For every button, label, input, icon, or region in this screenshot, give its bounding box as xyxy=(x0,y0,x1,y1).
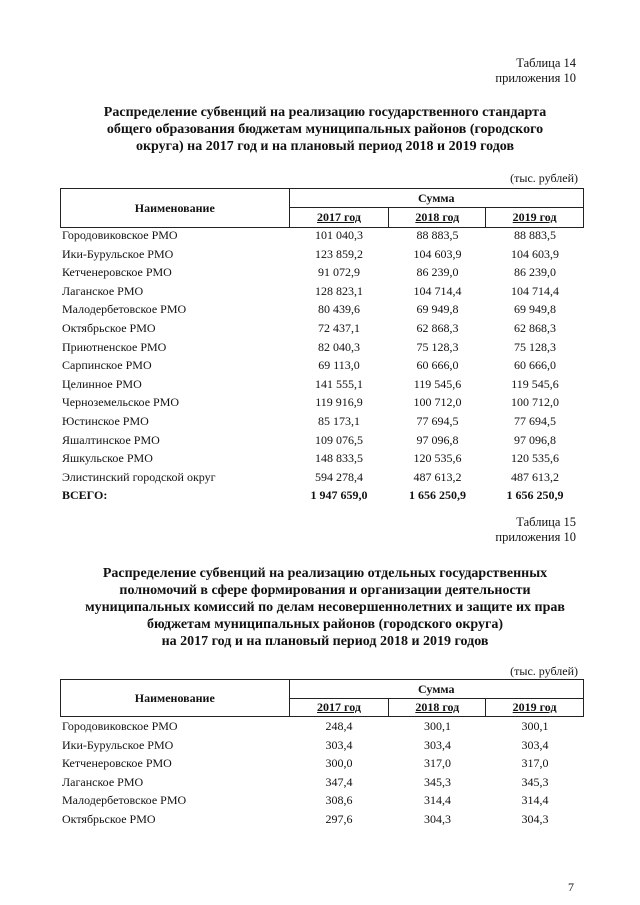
table14-row xyxy=(60,412,584,431)
table14-cell-value-2017: 119 916,9 xyxy=(315,395,363,410)
table15-cell-value-2017: 248,4 xyxy=(325,719,353,733)
table15-cell-value-2019: 300,1 xyxy=(521,719,549,733)
table14-cell-name: Элистинский городской округ xyxy=(62,469,216,484)
table14-cell-value-2019: 119 545,6 xyxy=(511,376,559,391)
table15-reference xyxy=(495,515,576,545)
table15-row xyxy=(60,791,584,810)
table14-cell-value-2019: 60 666,0 xyxy=(514,358,556,373)
table15-row xyxy=(60,810,584,829)
table14-ref-line2: приложения 10 xyxy=(495,71,576,85)
table14-cell-value-2019: 75 128,3 xyxy=(514,339,556,354)
table14-cell-value-2017: 91 072,9 xyxy=(318,265,360,280)
table14-cell-value-2019: 69 949,8 xyxy=(514,302,556,317)
table15-ref-line1: Таблица 15 xyxy=(516,515,576,529)
table14-row xyxy=(60,338,584,357)
table15-cell-value-2018: 303,4 xyxy=(424,737,451,752)
table15-header-name: Наименование xyxy=(61,680,290,717)
table14-cell-name: Яшкульское РМО xyxy=(62,451,153,466)
table14-total-row xyxy=(60,486,584,505)
table14-cell-value-2019: 86 239,0 xyxy=(514,265,556,280)
table15-title-line3: муниципальных комиссий по делам несовершеннолетних и защите их прав xyxy=(85,600,565,615)
table15-header-sum: Сумма xyxy=(289,680,583,699)
table14-total-2019: 1 656 250,9 xyxy=(506,488,564,503)
table14-cell-name: Ики-Бурульское РМО xyxy=(62,246,174,261)
table14-header-2018: 2018 год xyxy=(389,208,486,228)
table15-cell-value-2018: 304,3 xyxy=(424,811,451,826)
table15-cell-value-2019: 345,3 xyxy=(521,774,549,789)
table15-cell-value-2019: 303,4 xyxy=(521,737,549,752)
table15-cell-name: Кетченеровское РМО xyxy=(62,756,172,771)
table14-cell-value-2017: 109 076,5 xyxy=(315,432,363,447)
table14-title xyxy=(40,104,610,155)
table14-cell-name: Городовиковское РМО xyxy=(62,228,178,242)
table14-row xyxy=(60,431,584,450)
table15-cell-name: Лаганское РМО xyxy=(62,774,144,789)
table14-cell-value-2019: 100 712,0 xyxy=(511,395,559,410)
table14-header-2019: 2019 год xyxy=(486,208,584,228)
table15-unit: (тыс. рублей) xyxy=(510,664,578,678)
table14-cell-value-2018: 104 603,9 xyxy=(413,246,462,261)
table14-row xyxy=(60,468,584,487)
table15-cell-name: Октябрьское РМО xyxy=(62,811,156,826)
table15-cell-value-2017: 308,6 xyxy=(325,793,353,808)
table14-cell-value-2018: 104 714,4 xyxy=(413,283,462,298)
table14-cell-value-2018: 62 868,3 xyxy=(416,320,459,335)
table15-title-line1: Распределение субвенций на реализацию отдельных государственных xyxy=(102,566,548,581)
table14-cell-value-2017: 72 437,1 xyxy=(318,320,360,335)
table14-cell-name: Приютненское РМО xyxy=(62,339,167,354)
table14-cell-value-2019: 487 613,2 xyxy=(511,469,559,484)
table15-row xyxy=(60,754,584,773)
table15-row xyxy=(60,717,584,736)
table14-cell-name: Малодербетовское РМО xyxy=(62,302,187,317)
table14-total-2018: 1 656 250,9 xyxy=(409,488,466,503)
table14-cell-name: Юстинское РМО xyxy=(62,413,149,428)
table14-unit: (тыс. рублей) xyxy=(510,171,578,185)
table15-cell-value-2019: 304,3 xyxy=(521,811,549,826)
table14-cell-value-2018: 75 128,3 xyxy=(416,339,459,354)
table14-cell-value-2017: 128 823,1 xyxy=(315,283,363,298)
table15-title-line5: на 2017 год и на плановый период 2018 и 2019 годов xyxy=(161,634,489,649)
table14-cell-name: Черноземельское РМО xyxy=(62,395,180,410)
table14-cell-value-2018: 120 535,6 xyxy=(413,451,462,466)
table14-cell-value-2017: 148 833,5 xyxy=(315,451,363,466)
table14-cell-value-2017: 101 040,3 xyxy=(315,228,363,242)
table15-title-line4: бюджетам муниципальных районов (городского округа) xyxy=(146,617,504,632)
table15-cell-value-2018: 314,4 xyxy=(424,793,451,808)
table14-row xyxy=(60,300,584,319)
table14-cell-value-2017: 85 173,1 xyxy=(318,413,360,428)
table14-cell-value-2017: 82 040,3 xyxy=(318,339,360,354)
table14-cell-name: Лаганское РМО xyxy=(62,283,144,298)
table14-cell-value-2018: 100 712,0 xyxy=(413,395,462,410)
table14-cell-value-2018: 119 545,6 xyxy=(413,376,462,391)
table15-cell-value-2019: 317,0 xyxy=(521,756,549,771)
table15-cell-value-2017: 300,0 xyxy=(325,756,353,771)
table15-title xyxy=(40,565,610,650)
table14-cell-value-2018: 77 694,5 xyxy=(416,413,459,428)
table14-cell-name: Целинное РМО xyxy=(62,376,142,391)
table14-cell-value-2017: 123 859,2 xyxy=(315,246,363,261)
table14-total-2017: 1 947 659,0 xyxy=(310,488,368,503)
table15-row xyxy=(60,773,584,792)
table14-ref-line1: Таблица 14 xyxy=(516,56,576,70)
table15-ref-line2: приложения 10 xyxy=(495,530,576,544)
table14-row xyxy=(60,263,584,282)
table14-header-sum: Сумма xyxy=(289,189,583,208)
table15-cell-name: Малодербетовское РМО xyxy=(62,793,187,808)
table14-row xyxy=(60,356,584,375)
table14-title-line3: округа) на 2017 год и на плановый период 2018 и 2019 годов xyxy=(135,139,515,154)
table14-cell-value-2019: 77 694,5 xyxy=(514,413,556,428)
table14-row xyxy=(60,226,584,245)
table15-body xyxy=(60,717,584,829)
table14-cell-value-2019: 62 868,3 xyxy=(514,320,556,335)
table14-cell-value-2018: 60 666,0 xyxy=(416,358,459,373)
table14-cell-value-2019: 104 603,9 xyxy=(511,246,559,261)
table14-cell-name: Октябрьское РМО xyxy=(62,320,156,335)
table15-cell-value-2017: 297,6 xyxy=(325,811,353,826)
table14-cell-name: Сарпинское РМО xyxy=(62,358,152,373)
table15-header-2019: 2019 год xyxy=(486,699,584,717)
table14-cell-value-2017: 594 278,4 xyxy=(315,469,363,484)
table14-row xyxy=(60,319,584,338)
table15-cell-value-2019: 314,4 xyxy=(521,793,549,808)
table15-cell-value-2018: 300,1 xyxy=(424,719,451,733)
table14-cell-value-2018: 97 096,8 xyxy=(416,432,459,447)
table15-header-2018: 2018 год xyxy=(389,699,486,717)
table14-cell-value-2019: 104 714,4 xyxy=(511,283,559,298)
table14-row xyxy=(60,375,584,394)
page-number: 7 xyxy=(568,880,574,894)
table15-header-2017: 2017 год xyxy=(289,699,389,717)
table14-cell-value-2018: 487 613,2 xyxy=(413,469,462,484)
table14-row xyxy=(60,449,584,468)
table14-cell-value-2018: 88 883,5 xyxy=(416,228,459,242)
table14-cell-value-2017: 69 113,0 xyxy=(318,358,360,373)
table14-reference xyxy=(495,56,576,86)
table15-cell-name: Ики-Бурульское РМО xyxy=(62,737,174,752)
table14-cell-value-2017: 141 555,1 xyxy=(315,376,363,391)
table15-header xyxy=(60,679,584,717)
table14-body xyxy=(60,226,584,505)
table14-cell-value-2018: 86 239,0 xyxy=(416,265,459,280)
table15-cell-value-2017: 303,4 xyxy=(325,737,353,752)
table14-row xyxy=(60,393,584,412)
table14-header-2017: 2017 год xyxy=(289,208,389,228)
table14-header xyxy=(60,188,584,228)
table15-cell-value-2018: 317,0 xyxy=(424,756,451,771)
table14-cell-value-2019: 97 096,8 xyxy=(514,432,556,447)
table15-cell-value-2018: 345,3 xyxy=(424,774,451,789)
table14-row xyxy=(60,245,584,264)
table14-header-name: Наименование xyxy=(61,189,290,228)
table15-cell-name: Городовиковское РМО xyxy=(62,719,178,733)
table15-row xyxy=(60,736,584,755)
table14-title-line1: Распределение субвенций на реализацию государственного стандарта xyxy=(103,105,547,120)
table14-cell-name: Кетченеровское РМО xyxy=(62,265,172,280)
table15-title-line2: полномочий в сфере формирования и организации деятельности xyxy=(119,583,531,598)
table15-cell-value-2017: 347,4 xyxy=(325,774,353,789)
table14-total-label: ВСЕГО: xyxy=(62,488,108,503)
table14-cell-value-2019: 120 535,6 xyxy=(511,451,559,466)
table14-cell-name: Яшалтинское РМО xyxy=(62,432,160,447)
table14-row xyxy=(60,282,584,301)
table14-title-line2: общего образования бюджетам муниципальных районов (городского xyxy=(106,122,544,137)
table14-cell-value-2019: 88 883,5 xyxy=(514,228,556,242)
table14-cell-value-2018: 69 949,8 xyxy=(416,302,459,317)
table14-cell-value-2017: 80 439,6 xyxy=(318,302,360,317)
